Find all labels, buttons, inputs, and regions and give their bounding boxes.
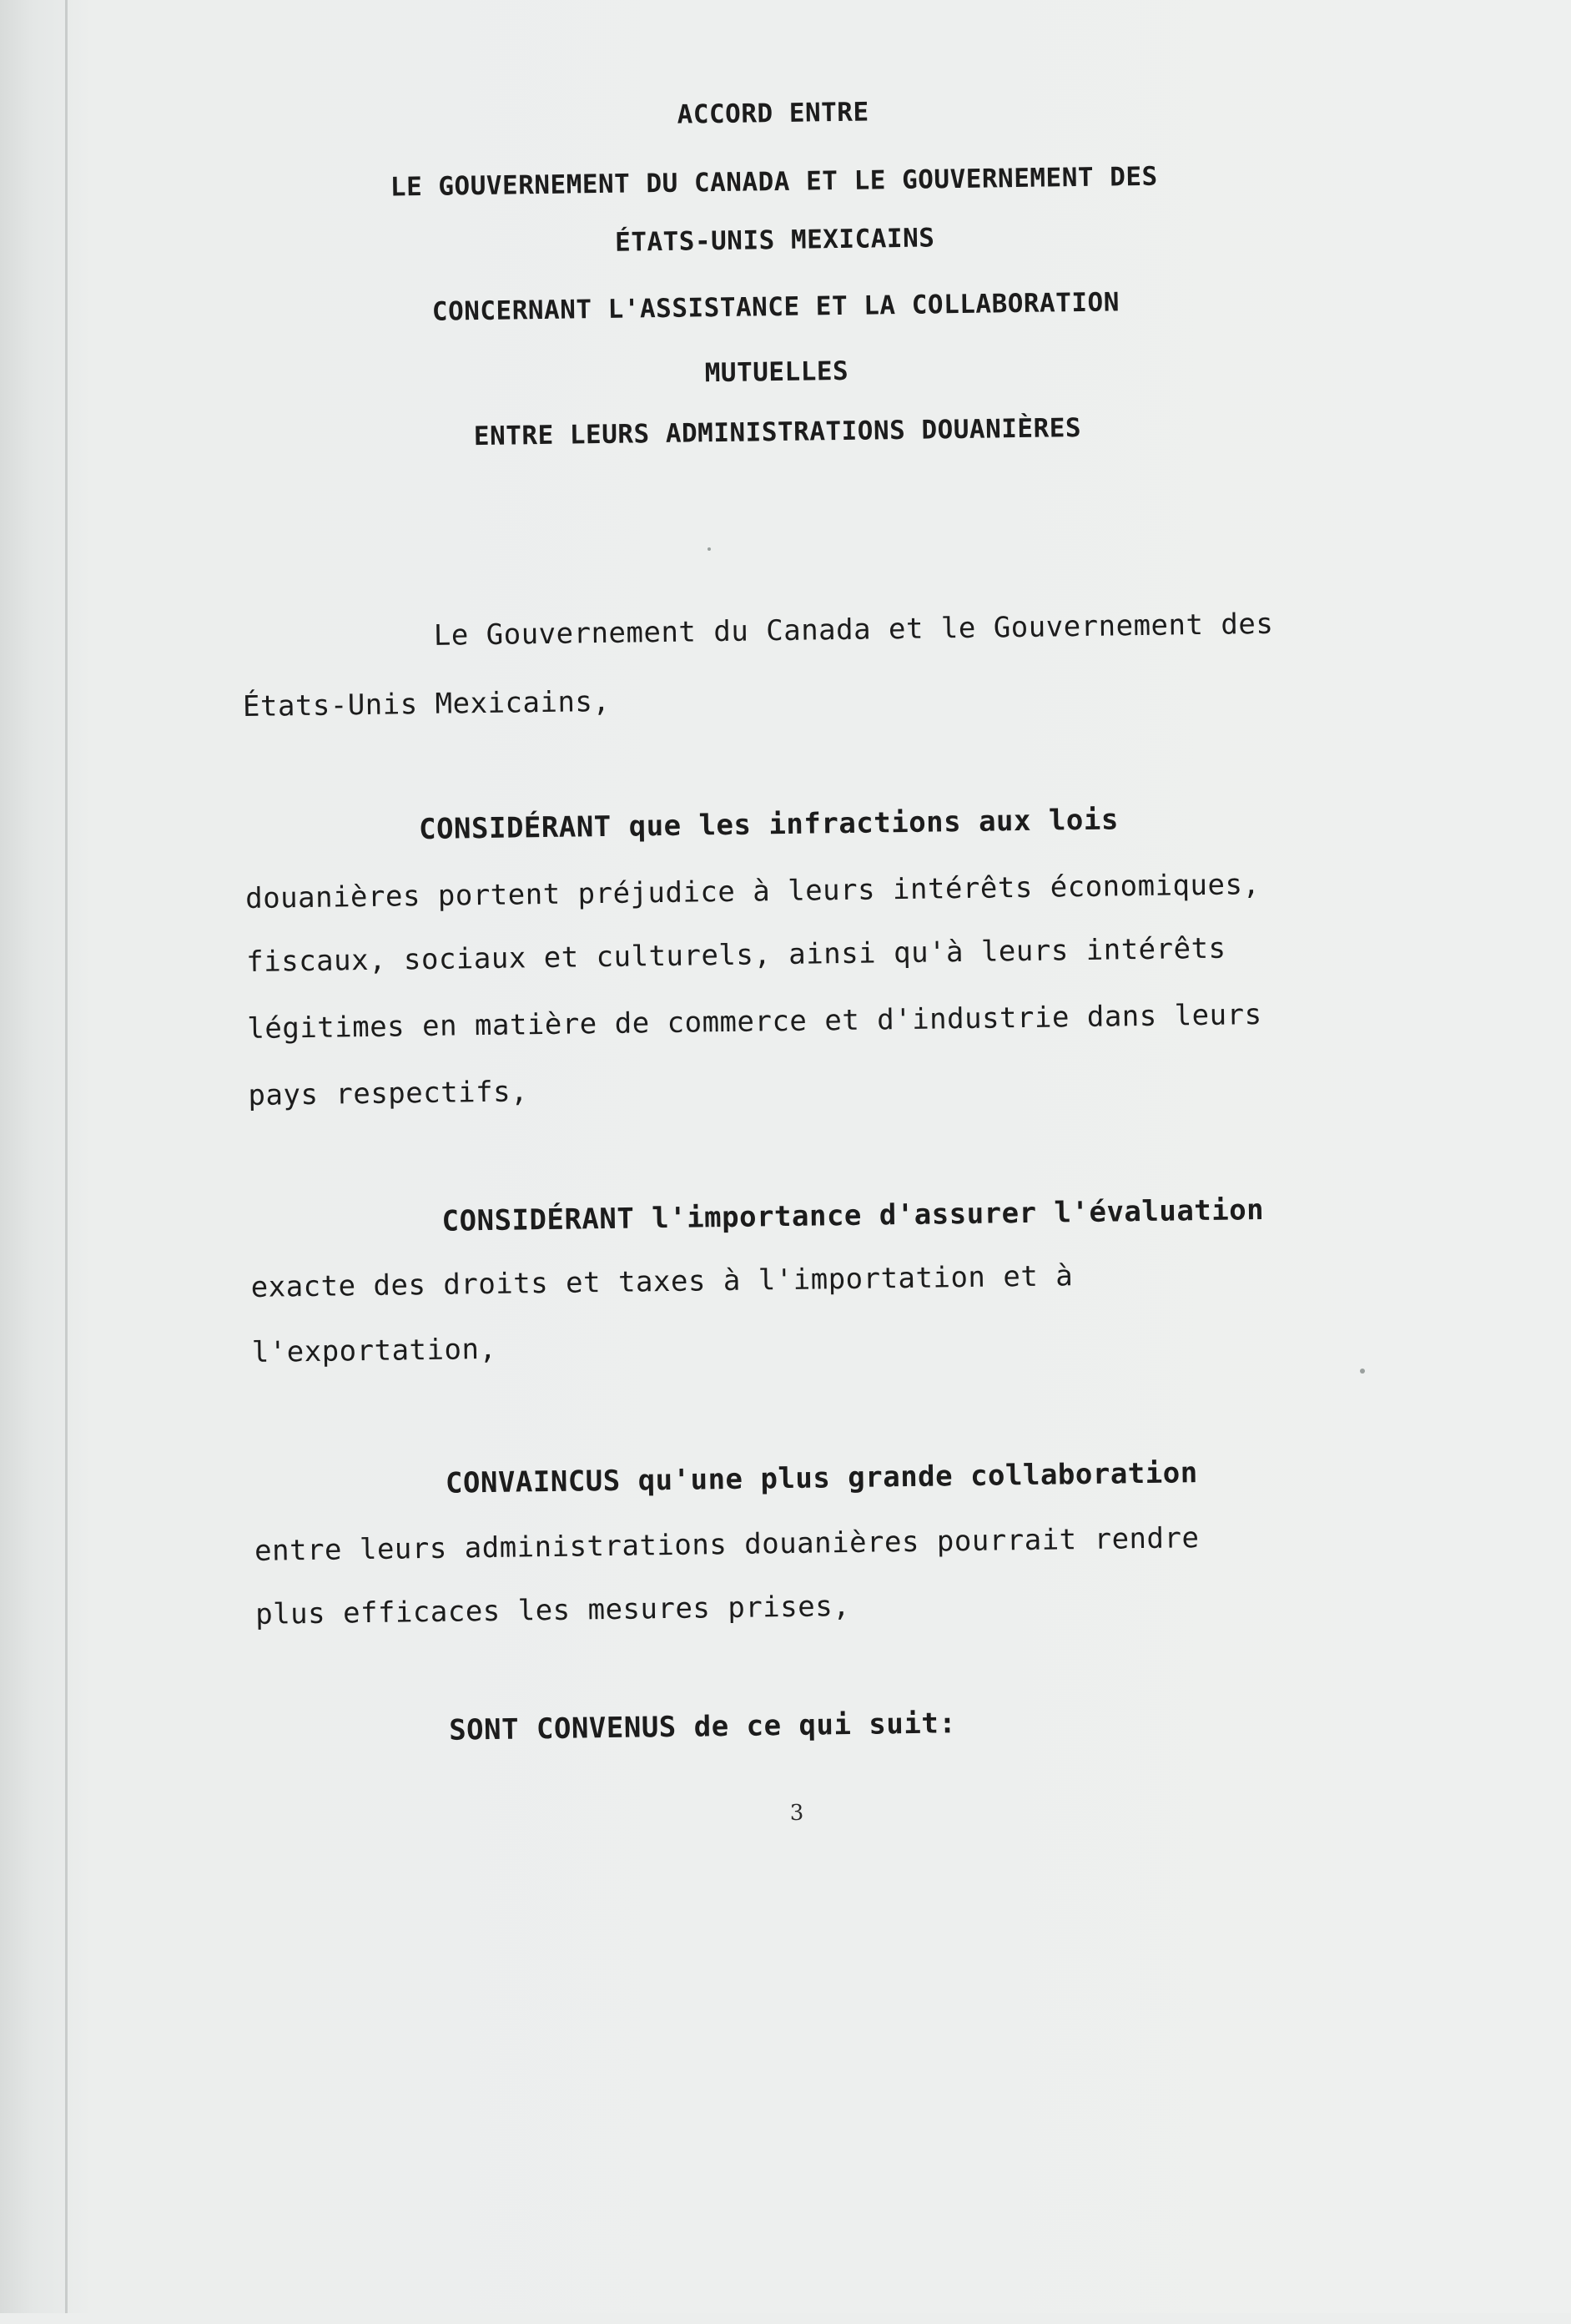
sont-convenus-line: SONT CONVENUS de ce qui suit: xyxy=(448,1706,957,1747)
title-line-3: ÉTATS-UNIS MEXICAINS xyxy=(614,223,935,258)
considerant-1-line-3: fiscaux, sociaux et culturels, ainsi qu'à leurs intérêts xyxy=(246,931,1226,979)
considerant-1-line-4: légitimes en matière de commerce et d'industrie dans leurs xyxy=(247,998,1262,1046)
preamble-line-2: États-Unis Mexicains, xyxy=(242,684,611,724)
convaincus-line-3: plus efficaces les mesures prises, xyxy=(254,1589,851,1631)
considerant-2-line-1: CONSIDÉRANT l'importance d'assurer l'évaluation xyxy=(441,1192,1265,1238)
title-line-1: ACCORD ENTRE xyxy=(677,97,869,130)
considerant-2-line-2: exacte des droits et taxes à l'importation et à xyxy=(250,1259,1074,1304)
paper-speck xyxy=(707,547,711,551)
considerant-1-line-1: CONSIDÉRANT que les infractions aux lois xyxy=(418,803,1120,847)
title-line-5: MUTUELLES xyxy=(704,355,849,389)
considerant-1-line-5: pays respectifs, xyxy=(248,1075,529,1112)
title-line-4: CONCERNANT L'ASSISTANCE ET LA COLLABORATION xyxy=(431,287,1120,327)
title-line-2: LE GOUVERNEMENT DU CANADA ET LE GOUVERNEMENT DES xyxy=(390,161,1158,203)
title-line-6: ENTRE LEURS ADMINISTRATIONS DOUANIÈRES xyxy=(473,412,1082,452)
page-number: 3 xyxy=(789,1800,804,1826)
convaincus-line-1: CONVAINCUS qu'une plus grande collaboration xyxy=(445,1456,1198,1500)
convaincus-line-2: entre leurs administrations douanières pourrait rendre xyxy=(254,1521,1200,1568)
preamble-line-1: Le Gouvernement du Canada et le Gouvernement des xyxy=(433,607,1274,653)
paper-speck xyxy=(1360,1369,1365,1374)
considerant-1-line-2: douanières portent préjudice à leurs intérêts économiques, xyxy=(244,868,1261,916)
considerant-2-line-3: l'exportation, xyxy=(251,1332,497,1369)
